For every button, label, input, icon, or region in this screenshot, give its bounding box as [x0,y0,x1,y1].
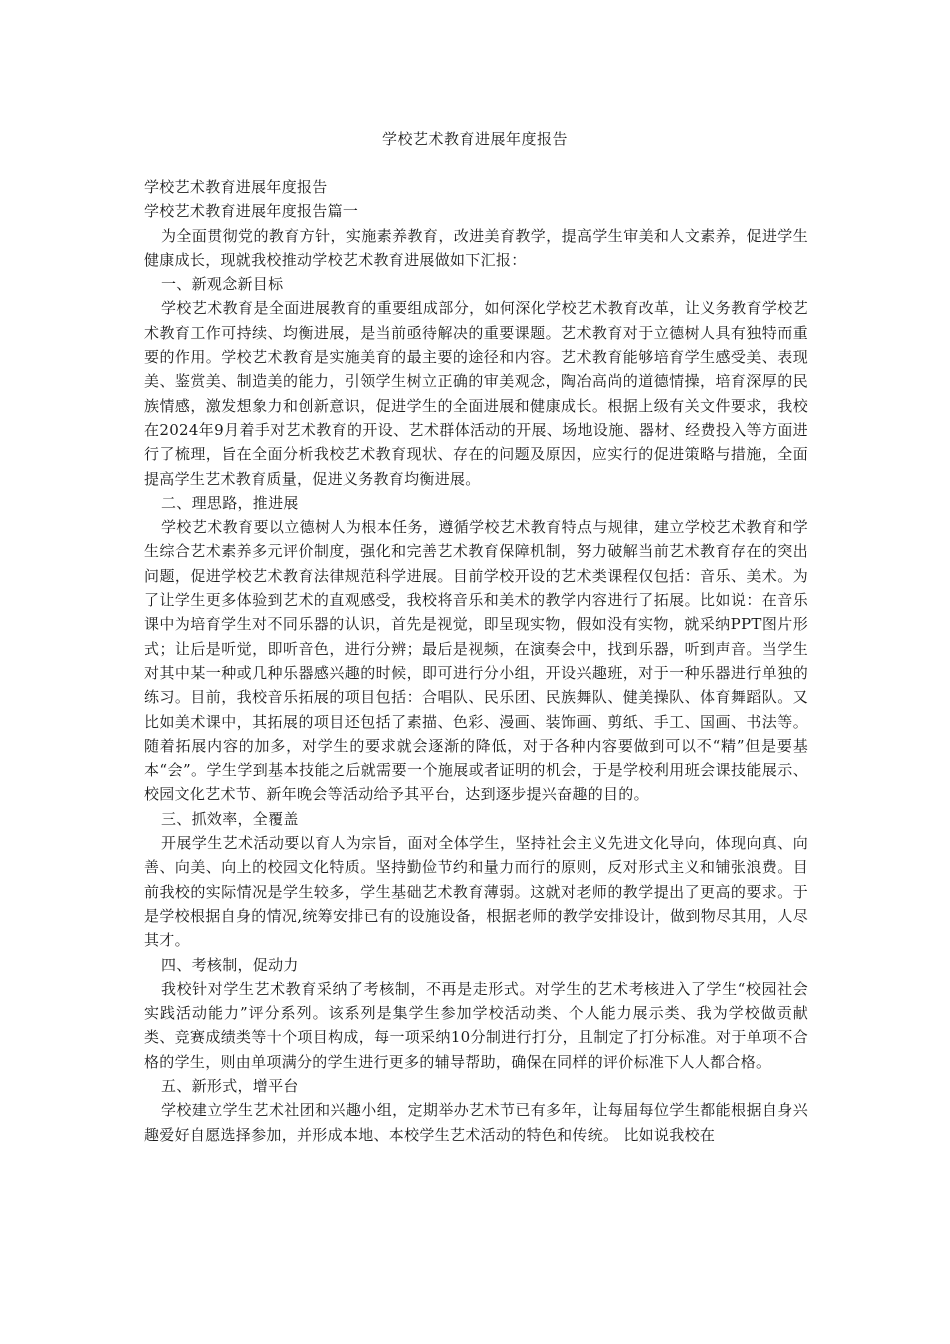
subtitle-line: 学校艺术教育进展年度报告 [144,178,328,196]
section-paragraph-2: 学校艺术教育要以立德树人为根本任务，遵循学校艺术教育特点与规律，建立学校艺术教育和学生综合艺术素养多元评价制度，强化和完善艺术教育保障机制，努力破解当前艺术教育存在的突出问题，促进学校艺术教育法律规范科学进展。目前学校开设的艺术类课程仅包括：音乐、美术。为了让学生更多体验到艺术的直观感受，我校将音乐和美术的教学内容进行了拓展。比如说：在音乐课中为培育学生对不同乐器的认识，首先是视觉，即呈现实物，假如没有实物，就采纳PPT图片形式；让后是听觉，即听音色，进行分辨；最后是视频，在演奏会中，找到乐器，听到声音。当学生对其中某一种或几种乐器感兴趣的时候，即可进行分小组，开设兴趣班，对于一种乐器进行单独的练习。目前，我校音乐拓展的项目包括：合唱队、民乐团、民族舞队、健美操队、体育舞蹈队。又比如美术课中，其拓展的项目还包括了素描、色彩、漫画、装饰画、剪纸、手工、国画、书法等。随着拓展内容的加多，对学生的要求就会逐渐的降低，对于各种内容要做到可以不“精”但是要基本“会”。学生学到基本技能之后就需要一个施展或者证明的机会，于是学校利用班会课技能展示、校园文化艺术节、新年晚会等活动给予其平台，达到逐步提兴奋趣的目的。 [144,518,808,804]
section-paragraph-5: 学校建立学生艺术社团和兴趣小组，定期举办艺术节已有多年，让每届每位学生都能根据自身兴趣爱好自愿选择参加，并形成本地、本校学生艺术活动的特色和传统。 比如说我校在 [144,1101,808,1144]
section-paragraph-4: 我校针对学生艺术教育采纳了考核制，不再是走形式。对学生的艺术考核进入了学生“校园社会实践活动能力”评分系列。该系列是集学生参加学校活动类、个人能力展示类、我为学校做贡献类、竞赛成绩类等十个项目构成，每一项采纳10分制进行打分，且制定了打分标准。对于单项不合格的学生，则由单项满分的学生进行更多的辅导帮助，确保在同样的评价标准下人人都合格。 [144,979,808,1071]
section-heading-4: 四、考核制，促动力 [161,955,299,974]
intro-paragraph: 为全面贯彻党的教育方针，实施素养教育，改进美育教学，提高学生审美和人文素养，促进学生健康成长，现就我校推动学校艺术教育进展做如下汇报： [144,226,808,269]
document-body [144,175,808,1147]
section-paragraph-1: 学校艺术教育是全面进展教育的重要组成部分，如何深化学校艺术教育改革，让义务教育学校艺术教育工作可持续、均衡进展，是当前亟待解决的重要课题。艺术教育对于立德树人具有独特而重要的作用。学校艺术教育是实施美育的最主要的途径和内容。艺术教育能够培育学生感受美、表现美、鉴赏美、制造美的能力，引领学生树立正确的审美观念，陶冶高尚的道德情操，培育深厚的民族情感，激发想象力和创新意识，促进学生的全面进展和健康成长。根据上级有关文件要求，我校在2024年9月着手对艺术教育的开设、艺术群体活动的开展、场地设施、器材、经费投入等方面进行了梳理，旨在全面分析我校艺术教育现状、存在的问题及原因，应实行的促进策略与措施，全面提高学生艺术教育质量，促进义务教育均衡进展。 [144,299,808,488]
section-heading-5: 五、新形式，增平台 [161,1076,299,1095]
section-heading-1: 一、新观念新目标 [161,275,284,294]
document-title: 学校艺术教育进展年度报告 [381,130,568,148]
section-heading-2: 二、理思路，推进展 [161,493,299,512]
chapter-heading: 学校艺术教育进展年度报告篇一 [144,202,359,221]
section-heading-3: 三、抓效率，全覆盖 [161,809,299,828]
section-paragraph-3: 开展学生艺术活动要以育人为宗旨，面对全体学生，坚持社会主义先进文化导向，体现向真、向善、向美、向上的校园文化特质。坚持勤俭节约和量力而行的原则，反对形式主义和铺张浪费。目前我校的实际情况是学生较多，学生基础艺术教育薄弱。这就对老师的教学提出了更高的要求。于是学校根据自身的情况,统筹安排已有的设施设备，根据老师的教学安排设计，做到物尽其用，人尽其才。 [144,834,808,950]
